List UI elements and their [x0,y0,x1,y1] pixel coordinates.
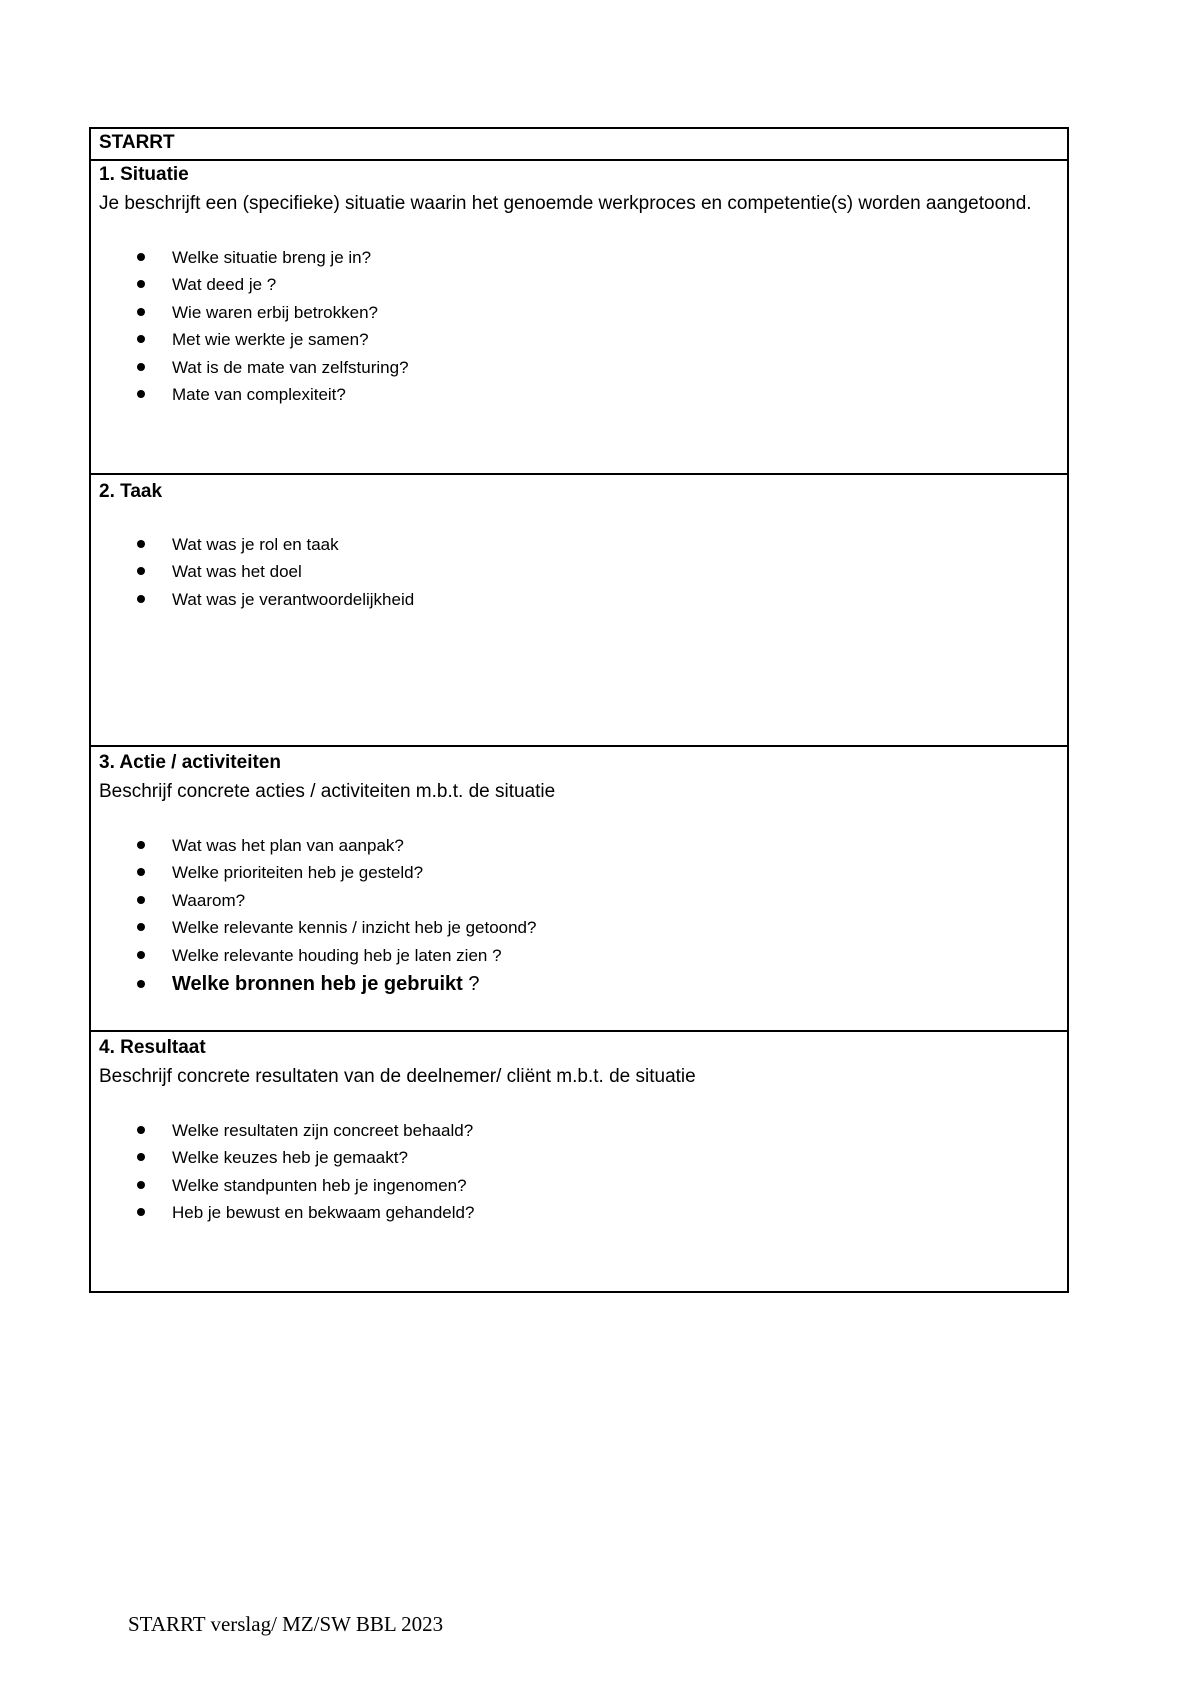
list-item: Mate van complexiteit? [99,381,1059,408]
section-description: Beschrijf concrete resultaten van de deelnemer/ cliënt m.b.t. de situatie [99,1066,696,1087]
bullet-icon [137,595,145,603]
list-item: Wat deed je ? [99,271,1059,298]
list-item: Welke resultaten zijn concreet behaald? [99,1117,1059,1144]
section-situatie [91,159,1067,473]
question-list [99,832,1059,999]
list-item: Welke prioriteiten heb je gesteld? [99,859,1059,886]
list-item: Welke standpunten heb je ingenomen? [99,1172,1059,1199]
list-item: Wat is de mate van zelfsturing? [99,354,1059,381]
table-title-row [91,129,1067,159]
list-item: Welke relevante kennis / inzicht heb je getoond? [99,914,1059,941]
bullet-icon [137,1208,145,1216]
bullet-icon [137,923,145,931]
section-heading: 2. Taak [99,481,163,502]
bullet-icon [137,951,145,959]
section-resultaat [91,1030,1067,1291]
list-item: Wat was je verantwoordelijkheid [99,586,1059,613]
list-item: Wat was het plan van aanpak? [99,832,1059,859]
bullet-icon [137,841,145,849]
section-taak [91,473,1067,745]
list-item: Welke situatie breng je in? [99,244,1059,271]
section-actie [91,745,1067,1030]
list-item: Met wie werkte je samen? [99,326,1059,353]
list-item: Wie waren erbij betrokken? [99,299,1059,326]
question-list [99,1117,1059,1227]
list-item: Waarom? [99,887,1059,914]
bullet-icon [137,896,145,904]
page-footer: STARRT verslag/ MZ/SW BBL 2023 [128,1612,444,1636]
table-title: STARRT [99,132,175,153]
list-item: Wat was je rol en taak [99,531,1059,558]
bullet-icon [137,540,145,548]
bullet-icon [137,390,145,398]
bullet-icon [137,567,145,575]
bullet-icon [137,980,145,988]
section-heading: 3. Actie / activiteiten [99,752,281,773]
section-description: Je beschrijft een (specifieke) situatie waarin het genoemde werkproces en competentie(s) worden aangetoond. [99,193,1032,214]
list-item: Wat was het doel [99,558,1059,585]
bullet-icon [137,1126,145,1134]
bullet-icon [137,868,145,876]
section-heading: 4. Resultaat [99,1037,206,1058]
question-list [99,531,1059,613]
section-description: Beschrijf concrete acties / activiteiten m.b.t. de situatie [99,781,556,802]
list-item: Welke keuzes heb je gemaakt? [99,1144,1059,1171]
list-item: Welke bronnen heb je gebruikt ? [99,969,1059,999]
bullet-icon [137,253,145,261]
bullet-icon [137,308,145,316]
question-list [99,244,1059,408]
bullet-icon [137,335,145,343]
bullet-icon [137,363,145,371]
bullet-icon [137,1181,145,1189]
section-heading: 1. Situatie [99,164,189,185]
list-item: Heb je bewust en bekwaam gehandeld? [99,1199,1059,1226]
list-item: Welke relevante houding heb je laten zien ? [99,942,1059,969]
bullet-icon [137,280,145,288]
starrt-table [89,127,1069,1293]
bullet-icon [137,1153,145,1161]
